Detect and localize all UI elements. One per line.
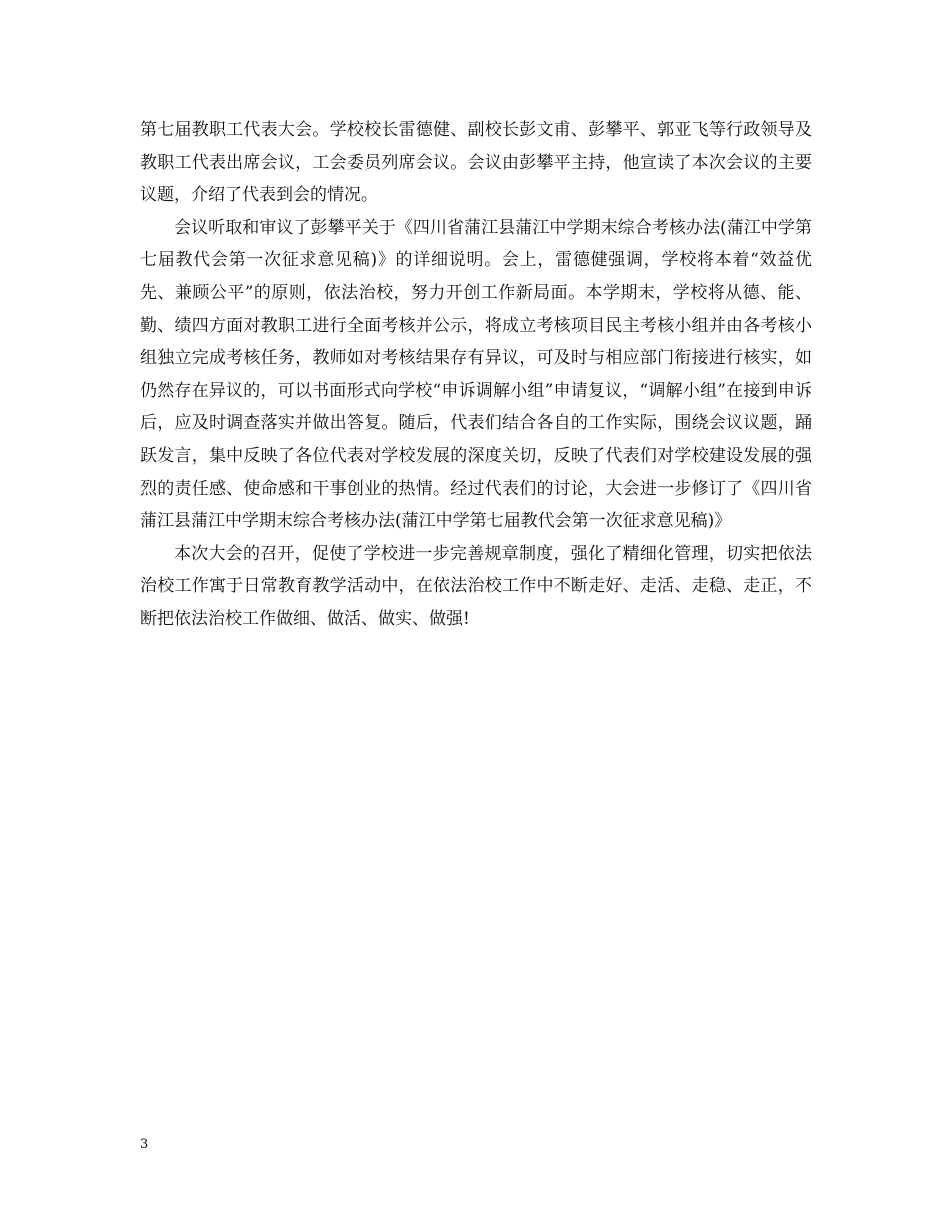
paragraph-conclusion: 本次大会的召开，促使了学校进一步完善规章制度，强化了精细化管理，切实把依法治校工作寓于日常教育教学活动中，在依法治校工作中不断走好、走活、走稳、走正，不断把依法治校工作做细、做活、做实、做强! [140, 543, 812, 629]
paragraph-review-meeting: 会议听取和审议了彭攀平关于《四川省蒲江县蒲江中学期末综合考核办法(蒲江中学第七届教代会第一次征求意见稿)》的详细说明。会上，雷德健强调，学校将本着“效益优先、兼顾公平”的原则，依法治校，努力开创工作新局面。本学期末，学校将从德、能、勤、绩四方面对教职工进行全面考核并公示，将成立考核项目民主考核小组并由各考核小组独立完成考核任务，教师如对考核结果存有异议，可及时与相应部门衔接进行核实，如仍然存在异议的，可以书面形式向学校“申诉调解小组”申请复议，“调解小组”在接到申诉后，应及时调查落实并做出答复。随后，代表们结合各自的工作实际，围绕会议议题，踊跃发言，集中反映了各位代表对学校发展的深度关切，反映了代表们对学校建设发展的强烈的责任感、使命感和干事创业的热情。经过代表们的讨论，大会进一步修订了《四川省蒲江县蒲江中学期末综合考核办法(蒲江中学第七届教代会第一次征求意见稿)》 [140, 217, 812, 532]
paragraph-continuation: 第七届教职工代表大会。学校校长雷德健、副校长彭文甫、彭攀平、郭亚飞等行政领导及教职工代表出席会议，工会委员列席会议。会议由彭攀平主持，他宣读了本次会议的主要议题，介绍了代表到会的情况。 [140, 120, 812, 206]
page-number: 3 [140, 1137, 149, 1152]
body-text [140, 114, 812, 636]
